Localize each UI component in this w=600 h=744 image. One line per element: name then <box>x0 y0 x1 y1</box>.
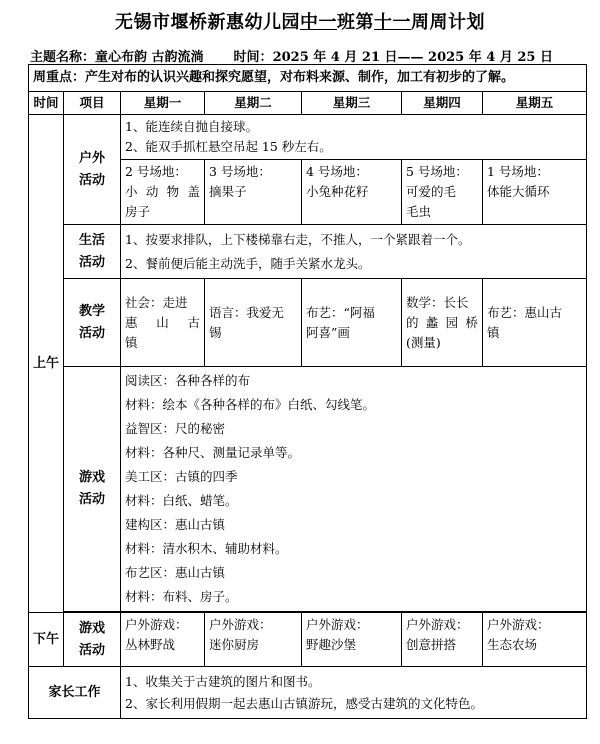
life-content: 1、按要求排队，上下楼梯靠右走，不推人，一个紧跟着一个。 2、餐前便后能主动洗手，随手关紧水龙头。 <box>121 225 587 279</box>
game-line: 益智区：尺的秘密 <box>125 421 226 436</box>
theme-value: 童心布韵 古韵流淌 <box>95 50 204 65</box>
page-title <box>0 8 600 34</box>
morning-label: 上午 <box>29 115 64 613</box>
title-class: 中一 <box>300 12 337 33</box>
week-focus: 周重点：产生对布的认识兴趣和探究愿望，对布料来源、制作，加工有初步的了解。 <box>29 65 587 92</box>
outdoor-goal: 1、能连续自抛自接球。 <box>125 119 258 134</box>
time-label: 时间： <box>233 50 273 65</box>
teaching-day: 社会：走进 惠 山 古 镇 <box>121 279 205 367</box>
game-line: 阅读区：各种各样的布 <box>125 373 251 388</box>
time-value: 2025 年 4 月 21 日—— 2025 年 4 月 25 日 <box>272 50 553 65</box>
pm-game-day: 户外游戏： 创意拼搭 <box>402 613 483 667</box>
game-line: 材料：各种尺、测量记录单等。 <box>125 445 301 460</box>
weekly-plan-table <box>28 64 587 719</box>
games-content <box>121 367 587 612</box>
title-week: 十一 <box>374 12 411 33</box>
outdoor-label: 户外活动 <box>64 115 121 225</box>
pm-game-day: 户外游戏： 生态农场 <box>483 613 587 667</box>
outdoor-day: 2 号场地： 小 动 物 盖 房子 <box>121 160 205 225</box>
teaching-day: 数学：长长 的 蠡 园 桥 (测量) <box>402 279 483 367</box>
title-mid: 班第 <box>337 12 374 33</box>
games-label: 游戏活动 <box>64 367 121 612</box>
outdoor-day: 1 号场地： 体能大循环 <box>483 160 587 225</box>
game-line: 布艺区：惠山古镇 <box>125 565 226 580</box>
outdoor-goal: 2、能双手抓杠悬空吊起 15 秒左右。 <box>125 139 332 154</box>
pm-games-label: 游戏活动 <box>64 613 121 667</box>
outdoor-day: 5 号场地： 可爱的毛 毛虫 <box>402 160 483 225</box>
pm-game-day: 户外游戏： 野趣沙堡 <box>302 613 402 667</box>
outdoor-day: 4 号场地： 小兔种花籽 <box>302 160 402 225</box>
game-line: 建构区：惠山古镇 <box>125 517 226 532</box>
outdoor-day: 3 号场地： 摘果子 <box>205 160 302 225</box>
game-line: 材料：清水积木、辅助材料。 <box>125 541 288 556</box>
header-cell: 时间 <box>29 92 64 115</box>
header-cell: 星期三 <box>302 92 402 115</box>
theme-label: 主题名称： <box>30 50 96 65</box>
outdoor-goals <box>121 115 587 160</box>
afternoon-label: 下午 <box>29 613 64 667</box>
parents-content: 1、收集关于古建筑的图片和图书。 2、家长利用假期一起去惠山古镇游玩，感受古建筑的文化特色。 <box>121 667 587 719</box>
teaching-day: 布艺：惠山古 镇 <box>483 279 587 367</box>
header-cell: 星期二 <box>205 92 302 115</box>
pm-game-day: 户外游戏： 迷你厨房 <box>205 613 302 667</box>
teaching-day: 布艺：“阿福 阿喜”画 <box>302 279 402 367</box>
header-cell: 星期四 <box>402 92 483 115</box>
teaching-label: 教学活动 <box>64 279 121 367</box>
title-suffix: 周周计划 <box>411 12 485 33</box>
life-label: 生活活动 <box>64 225 121 279</box>
pm-game-day: 户外游戏： 丛林野战 <box>121 613 205 667</box>
game-line: 材料：白纸、蜡笔。 <box>125 493 238 508</box>
parents-label: 家长工作 <box>29 667 121 719</box>
header-row <box>29 92 587 115</box>
game-line: 材料：绘本《各种各样的布》白纸、勾线笔。 <box>125 397 376 412</box>
teaching-day: 语言：我爱无 锡 <box>205 279 302 367</box>
header-cell: 星期一 <box>121 92 205 115</box>
game-line: 美工区：古镇的四季 <box>125 469 238 484</box>
title-school: 无锡市堰桥新惠幼儿园 <box>115 12 300 33</box>
header-cell: 项目 <box>64 92 121 115</box>
header-cell: 星期五 <box>483 92 587 115</box>
game-line: 材料：布料、房子。 <box>125 589 238 604</box>
meta-line <box>30 46 585 65</box>
